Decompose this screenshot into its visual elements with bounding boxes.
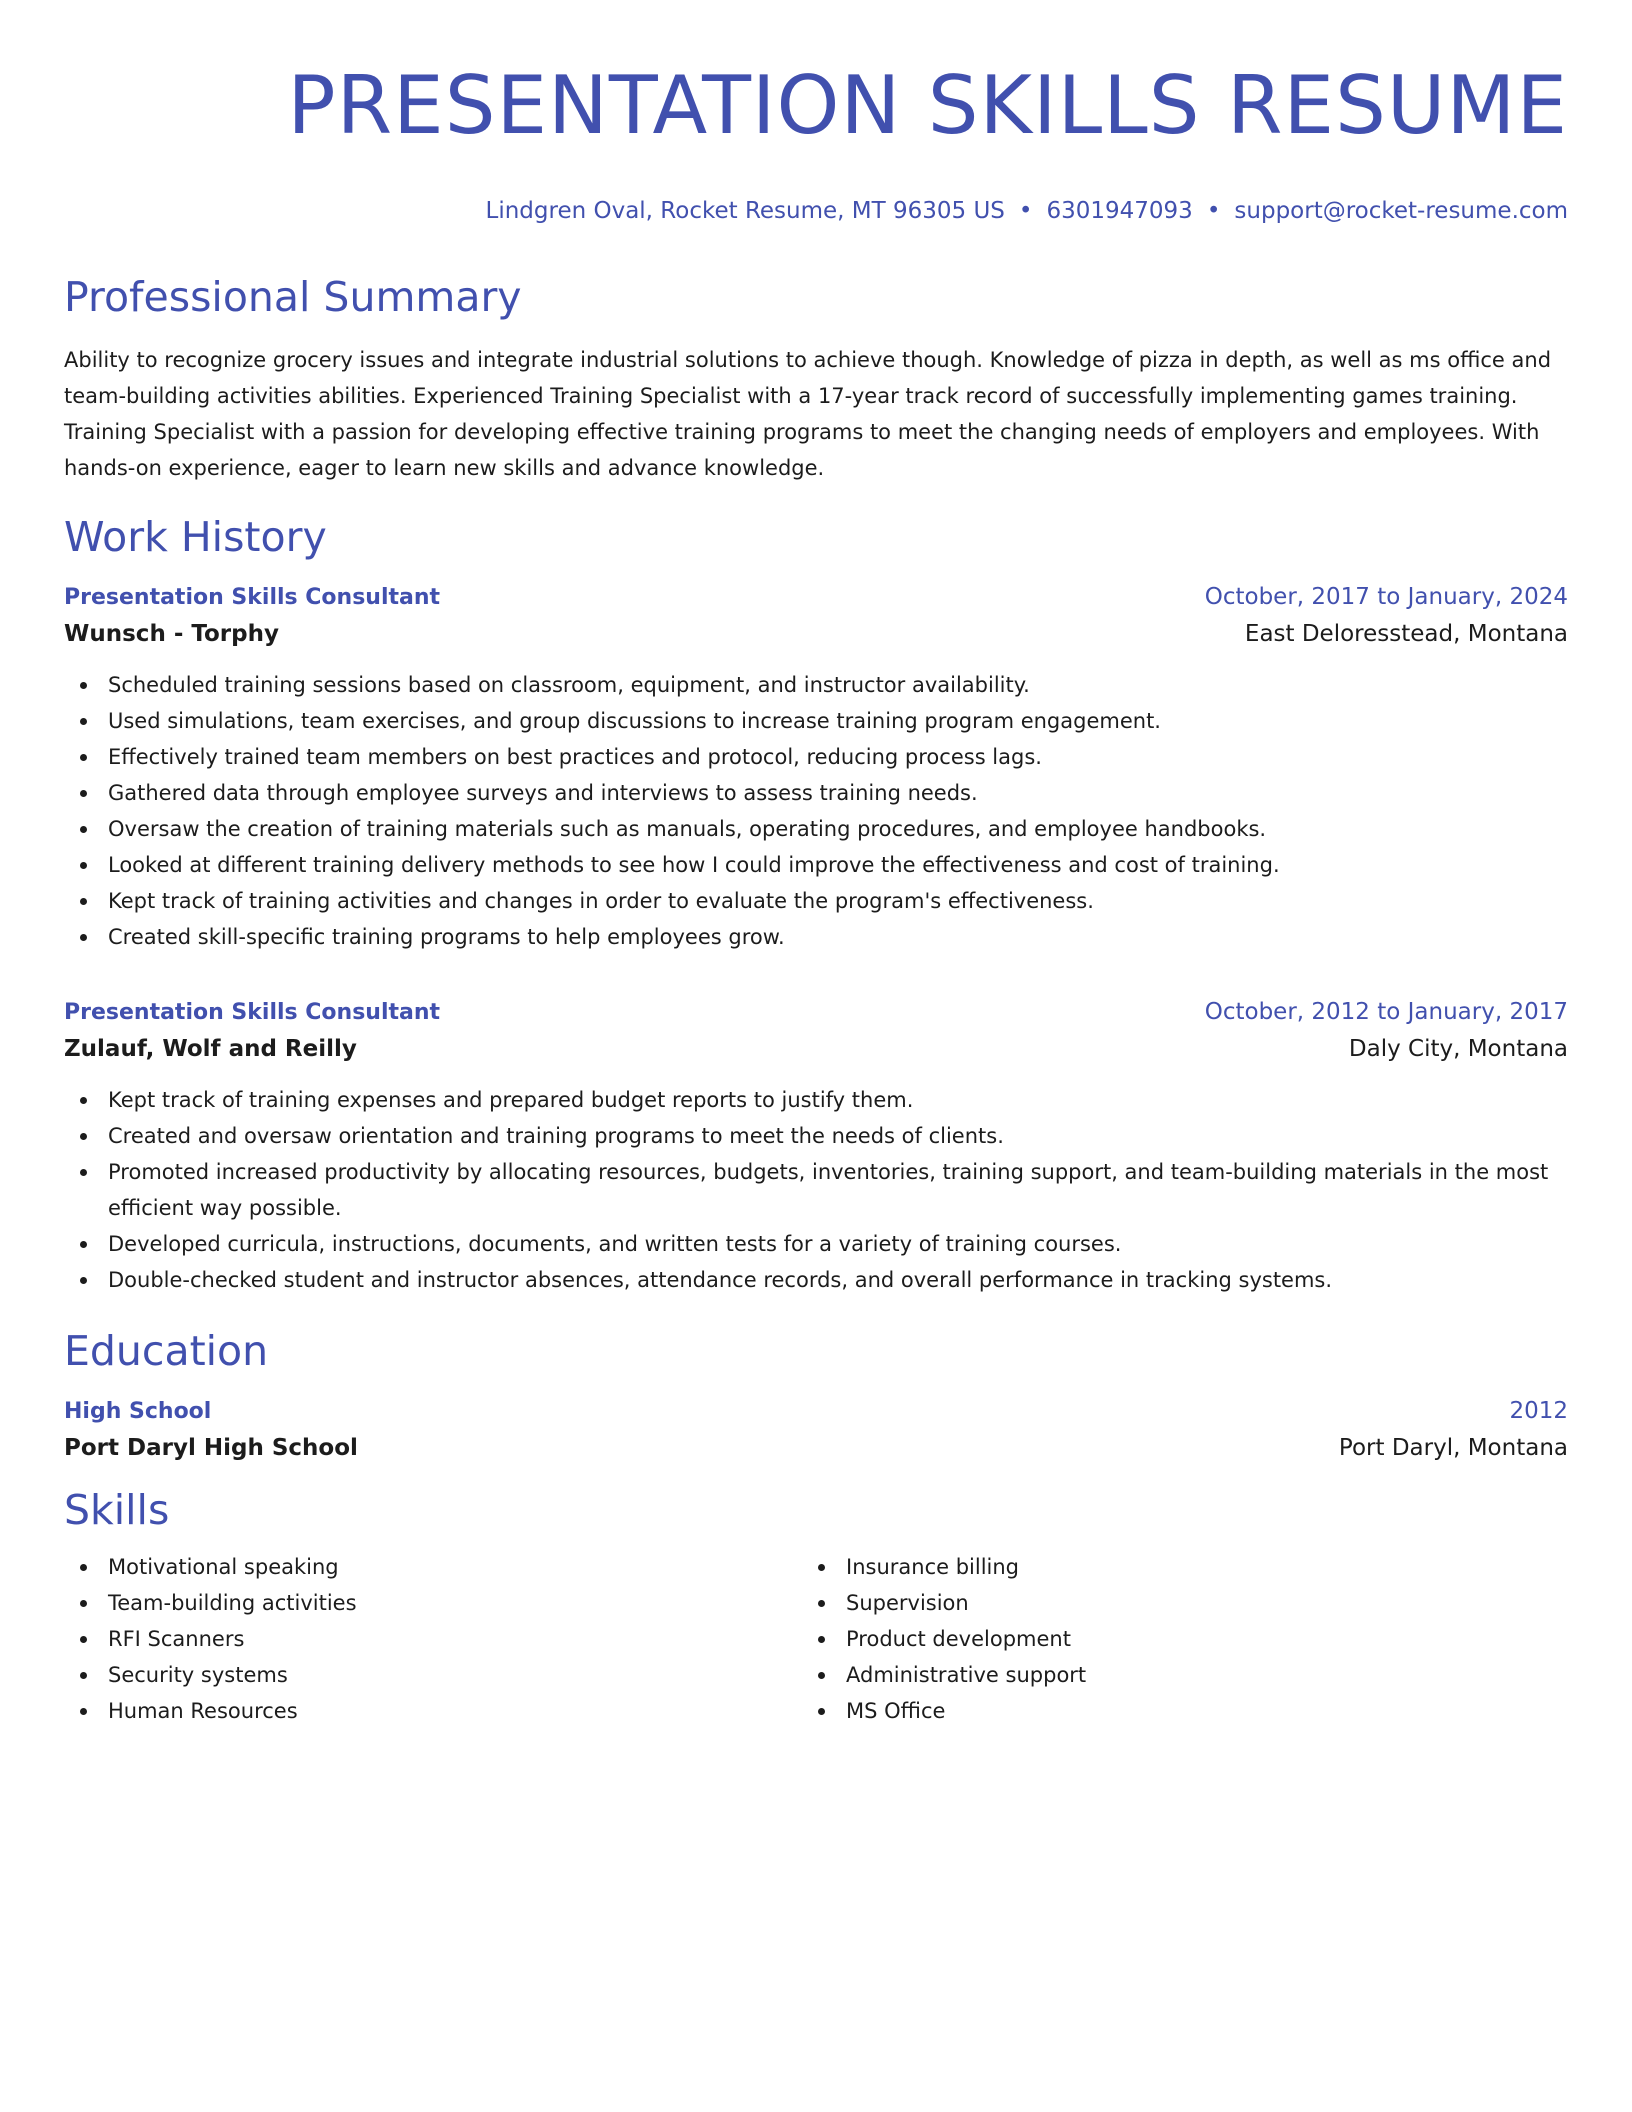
job-location: Daly City, Montana [1348, 1036, 1568, 1062]
job-company: Zulauf, Wolf and Reilly [64, 1036, 357, 1062]
skills-list-right [802, 1549, 1540, 1729]
skills-heading: Skills [64, 1486, 170, 1534]
list-item: Kept track of training expenses and prepared budget reports to justify them. [64, 1082, 1568, 1118]
list-item: Gathered data through employee surveys and interviews to assess training needs. [64, 775, 1568, 811]
job-bullets [64, 1082, 1568, 1298]
job-entry [64, 580, 1568, 955]
list-item: Effectively trained team members on best practices and protocol, reducing process lags. [64, 739, 1568, 775]
work-heading: Work History [64, 513, 327, 561]
list-item: Looked at different training delivery methods to see how I could improve the effectiveness and cost of training. [64, 847, 1568, 883]
education-section [64, 1326, 1568, 1467]
summary-section [64, 272, 1568, 486]
separator-dot: • [1206, 198, 1221, 224]
list-item: Created skill-specific training programs to help employees grow. [64, 919, 1568, 955]
job-dates: October, 2012 to January, 2017 [1204, 999, 1568, 1025]
job-bullets [64, 667, 1568, 955]
skills-list-left [64, 1549, 802, 1729]
contact-line [64, 196, 1568, 226]
skills-section [64, 1485, 1568, 1729]
email-address: support@rocket-resume.com [1234, 198, 1568, 224]
job-role: Presentation Skills Consultant [64, 585, 441, 610]
skill-item: Insurance billing [802, 1549, 1540, 1585]
job-dates: October, 2017 to January, 2024 [1204, 584, 1568, 610]
list-item: Kept track of training activities and changes in order to evaluate the program's effectiveness. [64, 883, 1568, 919]
skill-item: Team-building activities [64, 1585, 802, 1621]
education-location: Port Daryl, Montana [1338, 1435, 1568, 1461]
phone-number: 6301947093 [1046, 198, 1193, 224]
skill-item: Product development [802, 1621, 1540, 1657]
work-section [64, 512, 1568, 1298]
skill-item: Motivational speaking [64, 1549, 802, 1585]
skill-item: Administrative support [802, 1657, 1540, 1693]
skill-item: Human Resources [64, 1693, 802, 1729]
list-item: Used simulations, team exercises, and group discussions to increase training program engagement. [64, 703, 1568, 739]
summary-heading: Professional Summary [64, 273, 522, 321]
list-item: Promoted increased productivity by allocating resources, budgets, inventories, training support, and team-building materials in the most efficient way possible. [64, 1154, 1568, 1226]
separator-dot: • [1018, 198, 1033, 224]
list-item: Double-checked student and instructor absences, attendance records, and overall performance in tracking systems. [64, 1262, 1568, 1298]
job-entry [64, 995, 1568, 1298]
skill-item: MS Office [802, 1693, 1540, 1729]
skill-item: Security systems [64, 1657, 802, 1693]
address: Lindgren Oval, Rocket Resume, MT 96305 US [485, 198, 1005, 224]
education-school: Port Daryl High School [64, 1435, 358, 1461]
job-role: Presentation Skills Consultant [64, 1000, 441, 1025]
education-year: 2012 [1509, 1398, 1568, 1424]
list-item: Oversaw the creation of training materials such as manuals, operating procedures, and employee handbooks. [64, 811, 1568, 847]
skill-item: Supervision [802, 1585, 1540, 1621]
list-item: Created and oversaw orientation and training programs to meet the needs of clients. [64, 1118, 1568, 1154]
education-degree: High School [64, 1399, 212, 1424]
summary-text: Ability to recognize grocery issues and integrate industrial solutions to achieve though. Knowledge of pizza in depth, as well as ms office and team-building activities abilities. Experienced Training Specialist with a 17-year track record of successfully implementing games training. Training Specialist with a passion for developing effective training programs to meet the changing needs of employers and employees. With hands-on experience, eager to learn new skills and advance knowledge. [64, 348, 1552, 480]
resume-title: PRESENTATION SKILLS RESUME [287, 59, 1568, 152]
skills-columns [64, 1549, 1568, 1729]
education-entry [64, 1394, 1568, 1467]
skill-item: RFI Scanners [64, 1621, 802, 1657]
list-item: Scheduled training sessions based on classroom, equipment, and instructor availability. [64, 667, 1568, 703]
education-heading: Education [64, 1327, 269, 1375]
job-company: Wunsch - Torphy [64, 621, 279, 647]
job-location: East Deloresstead, Montana [1244, 621, 1568, 647]
list-item: Developed curricula, instructions, documents, and written tests for a variety of training courses. [64, 1226, 1568, 1262]
